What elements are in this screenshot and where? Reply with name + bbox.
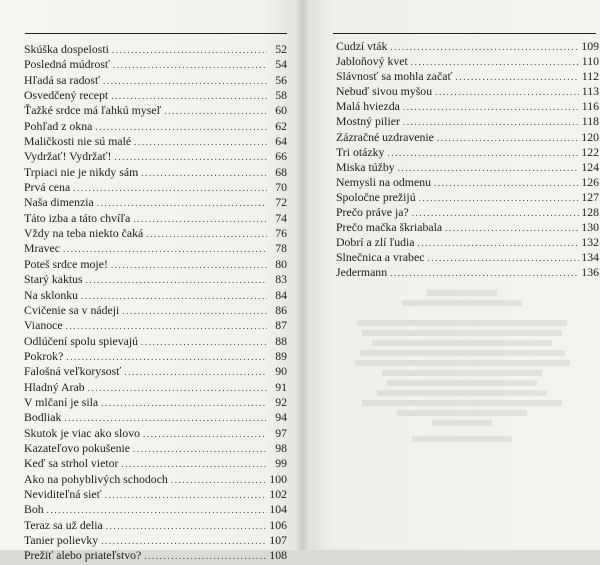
toc-entry	[24, 73, 287, 88]
toc-entry-title: Tri otázky	[336, 144, 385, 159]
toc-entry-title: Kazateľovo pokušenie	[24, 440, 131, 455]
toc-entry	[336, 160, 599, 175]
toc-entry	[24, 226, 287, 241]
toc-leader-dots	[146, 227, 267, 242]
toc-entry	[24, 195, 287, 210]
toc-entry-title: Cvičenie sa v nádeji	[24, 302, 120, 317]
toc-entry-page-number: 112	[581, 69, 599, 84]
toc-entry-title: Jedermann	[336, 265, 388, 280]
toc-entry-page-number: 62	[275, 118, 287, 133]
toc-entry	[336, 84, 599, 99]
toc-entry	[24, 211, 287, 226]
toc-leader-dots	[141, 335, 267, 350]
toc-entry-page-number: 113	[581, 84, 599, 99]
toc-entry-title: Neviditeľná sieť	[24, 486, 102, 501]
toc-entry	[24, 303, 287, 318]
toc-leader-dots	[141, 166, 267, 181]
toc-entry	[24, 487, 287, 502]
toc-entry	[336, 114, 599, 129]
right-header-rule	[333, 33, 596, 34]
toc-leader-dots	[106, 519, 267, 534]
toc-leader-dots	[105, 488, 267, 503]
toc-entry	[24, 533, 287, 548]
toc-entry	[336, 190, 599, 205]
toc-entry	[336, 130, 599, 145]
toc-entry	[24, 380, 287, 395]
toc-entry-page-number: 108	[269, 548, 287, 563]
toc-entry-page-number: 86	[275, 302, 287, 317]
toc-entry	[336, 69, 599, 84]
toc-entry-page-number: 109	[581, 39, 599, 53]
toc-entry-title: Slnečnica a vrabec	[336, 250, 425, 265]
toc-entry-page-number: 104	[269, 502, 287, 517]
toc-entry-title: Na sklonku	[24, 287, 79, 302]
toc-entry-page-number: 94	[275, 410, 287, 425]
toc-entry	[24, 548, 287, 563]
toc-leader-dots	[144, 549, 267, 564]
toc-leader-dots	[97, 196, 267, 211]
toc-entry-page-number: 60	[275, 103, 287, 118]
toc-entry-title: Odlúčení spolu spievajú	[24, 333, 139, 348]
toc-leader-dots	[456, 70, 579, 85]
toc-entry	[336, 265, 599, 280]
toc-entry-page-number: 56	[275, 72, 287, 87]
toc-entry-title: Jabloňový kvet	[336, 54, 408, 69]
toc-entry	[336, 145, 599, 160]
toc-entry-page-number: 122	[581, 144, 599, 159]
toc-leader-dots	[111, 258, 267, 273]
toc-leader-dots	[403, 115, 579, 130]
toc-entry-title: Dobrí a zlí ľudia	[336, 235, 415, 250]
toc-entry-page-number: 89	[275, 348, 287, 363]
toc-entry-title: Boh	[24, 502, 44, 517]
toc-entry	[336, 175, 599, 190]
toc-entry	[24, 103, 287, 118]
toc-entry-page-number: 92	[275, 394, 287, 409]
toc-entry-page-number: 127	[581, 189, 599, 204]
toc-entry-title: Teraz sa už delia	[24, 517, 103, 532]
toc-entry-page-number: 100	[269, 471, 287, 486]
toc-entry-title: Pokrok?	[24, 348, 64, 363]
toc-entry-title: Slávnosť sa mohla začať	[336, 69, 453, 84]
toc-leader-dots	[112, 43, 267, 58]
toc-entry-title: Keď sa strhol vietor	[24, 456, 119, 471]
toc-entry	[24, 349, 287, 364]
toc-leader-dots	[427, 251, 579, 266]
toc-entry-title: Prvá cena	[24, 180, 71, 195]
toc-entry	[24, 364, 287, 379]
toc-entry-title: Skúška dospelosti	[24, 42, 109, 56]
toc-entry	[24, 134, 287, 149]
toc-entry-title: Poteš srdce moje!	[24, 256, 108, 271]
toc-entry	[24, 257, 287, 272]
left-toc-list	[24, 42, 287, 564]
toc-entry-title: Falošná veľkorysosť	[24, 364, 122, 379]
toc-entry-page-number: 68	[275, 164, 287, 179]
toc-entry-title: Hľadá sa radosť	[24, 72, 101, 87]
toc-entry-page-number: 128	[581, 205, 599, 220]
toc-entry	[24, 456, 287, 471]
toc-entry	[336, 54, 599, 69]
toc-leader-dots	[398, 161, 579, 176]
toc-entry	[336, 99, 599, 114]
toc-entry-page-number: 132	[581, 235, 599, 250]
toc-entry-page-number: 54	[275, 57, 287, 72]
toc-leader-dots	[411, 55, 579, 70]
toc-entry-page-number: 99	[275, 456, 287, 471]
toc-leader-dots	[95, 120, 267, 135]
toc-entry	[24, 410, 287, 425]
toc-leader-dots	[103, 74, 267, 89]
toc-entry-page-number: 116	[581, 99, 599, 114]
toc-entry-page-number: 70	[275, 180, 287, 195]
toc-leader-dots	[66, 350, 267, 365]
toc-entry	[336, 250, 599, 265]
toc-entry-title: Ako na pohyblivých schodoch	[24, 471, 168, 486]
toc-entry-title: Vždy na teba niekto čaká	[24, 226, 144, 241]
toc-entry	[24, 180, 287, 195]
toc-leader-dots	[445, 221, 579, 236]
left-header-rule	[25, 33, 287, 34]
toc-entry-title: Vydržať! Vydržať!	[24, 149, 112, 164]
toc-entry	[336, 39, 599, 54]
toc-leader-dots	[133, 212, 267, 227]
toc-entry-title: Prežiť alebo priateľstvo?	[24, 548, 142, 563]
toc-entry-title: Bodliak	[24, 410, 62, 425]
toc-entry-page-number: 110	[581, 54, 599, 69]
toc-entry-title: Naša dimenzia	[24, 195, 94, 210]
toc-entry-page-number: 84	[275, 287, 287, 302]
toc-entry-page-number: 134	[581, 250, 599, 265]
toc-leader-dots	[390, 40, 579, 55]
toc-entry-page-number: 97	[275, 425, 287, 440]
toc-entry-title: V mlčaní je sila	[24, 394, 99, 409]
toc-leader-dots	[121, 457, 267, 472]
toc-entry	[24, 42, 287, 57]
toc-leader-dots	[434, 176, 579, 191]
toc-leader-dots	[63, 242, 267, 257]
toc-entry	[24, 318, 287, 333]
toc-leader-dots	[435, 85, 579, 100]
toc-entry-page-number: 72	[275, 195, 287, 210]
toc-entry-page-number: 107	[269, 533, 287, 547]
toc-entry-page-number: 130	[581, 220, 599, 235]
toc-entry-page-number: 64	[275, 134, 287, 149]
toc-entry-page-number: 106	[269, 517, 287, 532]
toc-entry-title: Posledná múdrosť	[24, 57, 110, 72]
toc-entry-page-number: 124	[581, 159, 599, 174]
toc-entry-title: Starý kaktus	[24, 272, 83, 287]
toc-entry-title: Zázračné uzdravenie	[336, 129, 434, 144]
toc-leader-dots	[101, 396, 267, 411]
toc-entry-page-number: 74	[275, 210, 287, 225]
right-toc-list	[336, 39, 599, 281]
toc-leader-dots	[47, 503, 267, 518]
toc-entry-page-number: 120	[581, 129, 599, 144]
book-gutter	[296, 0, 308, 550]
toc-entry-title: Malá hviezda	[336, 99, 400, 114]
toc-entry	[24, 441, 287, 456]
toc-leader-dots	[81, 289, 267, 304]
toc-leader-dots	[390, 266, 579, 281]
toc-entry-page-number: 126	[581, 174, 599, 189]
toc-entry	[336, 235, 599, 250]
toc-entry-page-number: 80	[275, 256, 287, 271]
toc-entry	[24, 395, 287, 410]
toc-entry-page-number: 88	[275, 333, 287, 348]
toc-entry	[24, 502, 287, 517]
toc-entry-page-number: 136	[581, 265, 599, 280]
toc-entry-page-number: 91	[275, 379, 287, 394]
toc-entry	[24, 334, 287, 349]
toc-entry-page-number: 90	[275, 364, 287, 379]
toc-entry	[24, 518, 287, 533]
toc-entry-title: Mostný pilier	[336, 114, 400, 129]
toc-entry	[24, 119, 287, 134]
toc-leader-dots	[134, 135, 267, 150]
toc-leader-dots	[64, 411, 267, 426]
toc-entry	[24, 149, 287, 164]
toc-leader-dots	[171, 473, 267, 488]
toc-leader-dots	[111, 89, 267, 104]
toc-entry-title: Nebuď sivou myšou	[336, 84, 433, 99]
toc-leader-dots	[86, 273, 267, 288]
toc-entry-page-number: 118	[581, 114, 599, 129]
toc-leader-dots	[403, 100, 579, 115]
toc-entry-title: Nemysli na odmenu	[336, 174, 432, 189]
toc-entry	[24, 57, 287, 72]
toc-entry	[24, 241, 287, 256]
toc-leader-dots	[412, 206, 579, 221]
toc-entry-title: Maličkosti nie sú malé	[24, 134, 132, 149]
toc-entry	[24, 272, 287, 287]
toc-leader-dots	[164, 104, 267, 119]
toc-leader-dots	[101, 534, 267, 549]
toc-entry-title: Trpiaci nie je nikdy sám	[24, 164, 139, 179]
toc-leader-dots	[418, 236, 580, 251]
toc-leader-dots	[143, 427, 267, 442]
toc-entry-title: Táto izba a táto chvíľa	[24, 210, 131, 225]
toc-entry-page-number: 87	[275, 318, 287, 333]
show-through-text	[337, 286, 587, 446]
toc-entry-page-number: 76	[275, 226, 287, 241]
toc-entry-title: Hladný Arab	[24, 379, 85, 394]
toc-entry-page-number: 78	[275, 241, 287, 256]
toc-leader-dots	[419, 191, 579, 206]
toc-entry	[24, 88, 287, 103]
toc-entry	[24, 426, 287, 441]
toc-leader-dots	[73, 181, 267, 196]
toc-leader-dots	[437, 131, 579, 146]
toc-entry-title: Pohľad z okna	[24, 118, 93, 133]
toc-leader-dots	[113, 58, 267, 73]
toc-leader-dots	[115, 150, 268, 165]
toc-entry	[24, 472, 287, 487]
toc-entry-title: Tanier polievky	[24, 533, 99, 547]
toc-entry	[24, 165, 287, 180]
toc-leader-dots	[88, 381, 267, 396]
toc-entry-page-number: 52	[275, 42, 287, 56]
toc-entry-page-number: 58	[275, 88, 287, 103]
toc-entry-title: Prečo mačka škriabala	[336, 220, 443, 235]
toc-leader-dots	[124, 365, 267, 380]
toc-entry-title: Mravec	[24, 241, 61, 256]
toc-entry-page-number: 66	[275, 149, 287, 164]
toc-leader-dots	[133, 442, 267, 457]
toc-entry-title: Cudzí vták	[336, 39, 388, 53]
toc-entry-title: Miska túžby	[336, 159, 395, 174]
toc-entry-page-number: 98	[275, 440, 287, 455]
toc-entry	[336, 205, 599, 220]
toc-entry-title: Skutok je viac ako slovo	[24, 425, 140, 440]
toc-entry-title: Spoločne prežijú	[336, 189, 416, 204]
toc-entry-title: Prečo práve ja?	[336, 205, 409, 220]
toc-entry	[24, 288, 287, 303]
toc-entry-title: Ťažké srdce má ľahkú myseľ	[24, 103, 162, 118]
toc-entry-title: Osvedčený recept	[24, 88, 109, 103]
toc-leader-dots	[122, 304, 267, 319]
toc-leader-dots	[387, 146, 579, 161]
toc-entry-page-number: 102	[269, 486, 287, 501]
right-page	[303, 0, 600, 550]
toc-entry	[336, 220, 599, 235]
toc-entry-page-number: 83	[275, 272, 287, 287]
toc-entry-title: Vianoce	[24, 318, 63, 333]
toc-leader-dots	[66, 319, 267, 334]
